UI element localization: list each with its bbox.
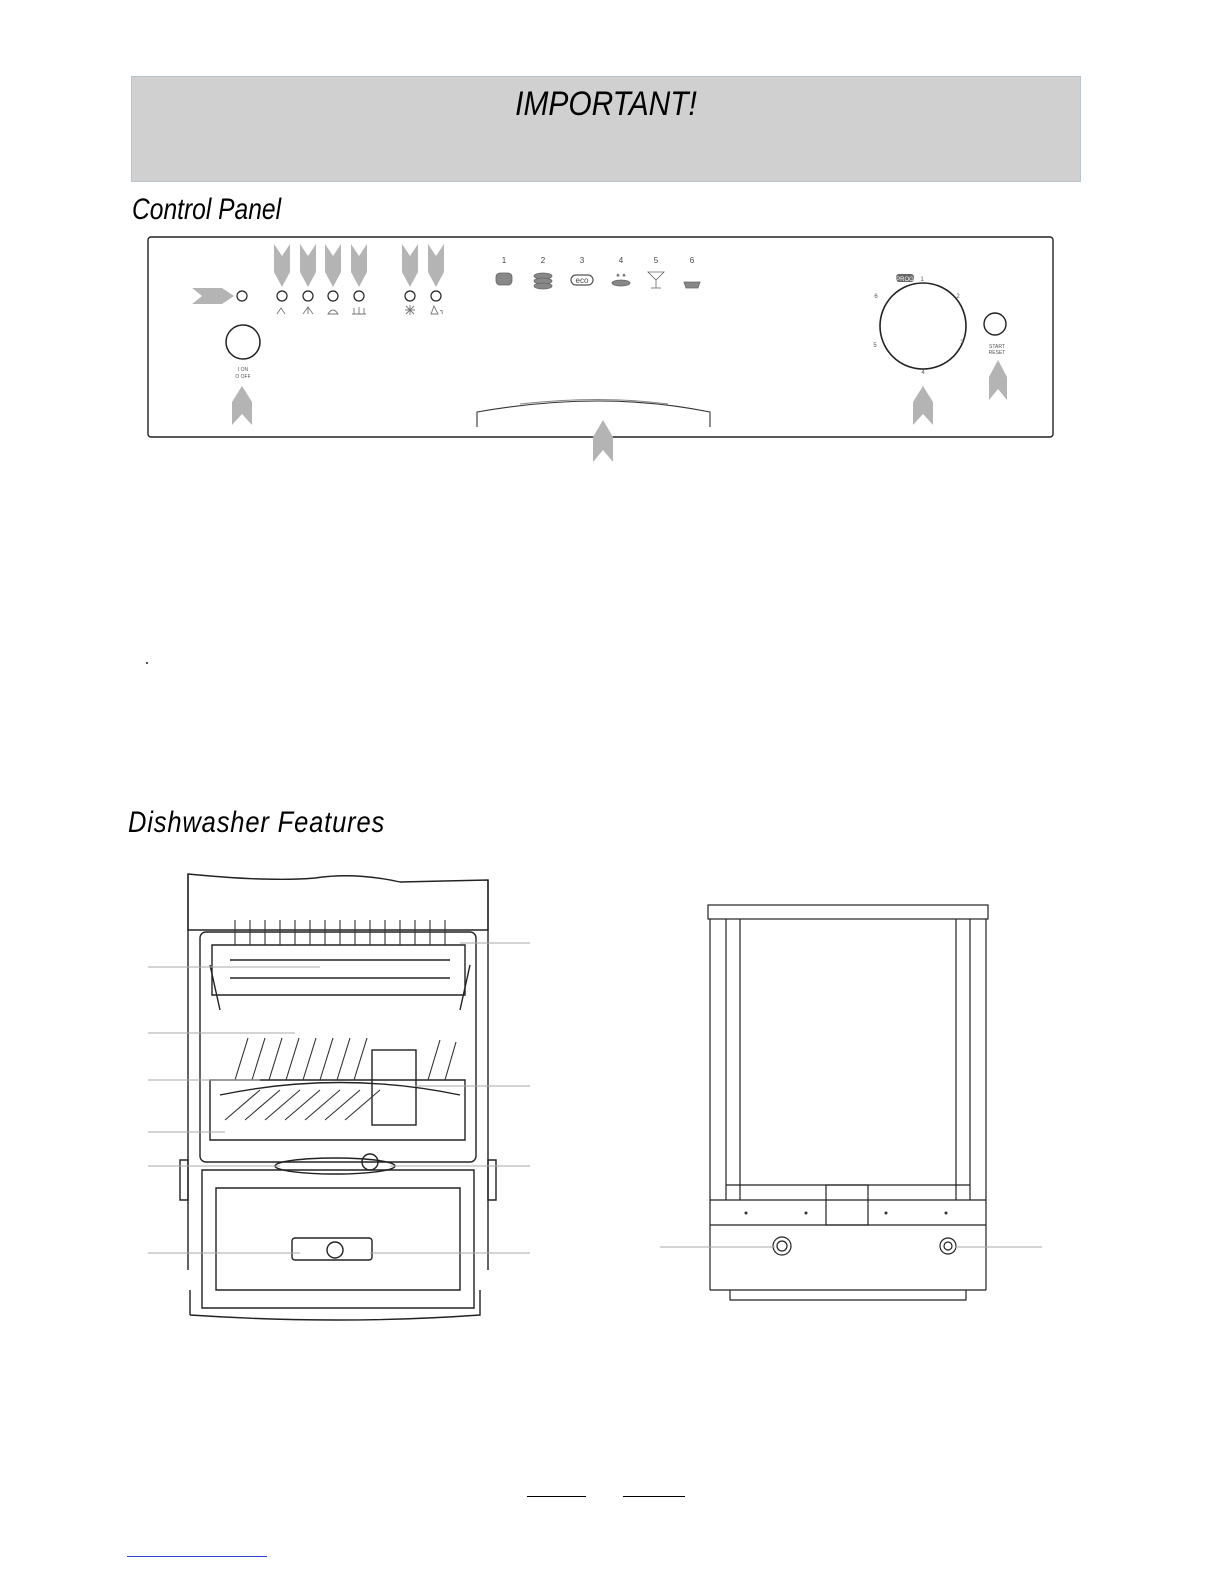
control-panel-diagram: [140, 232, 1070, 468]
dishwasher-rear-illustration: [650, 895, 1050, 1315]
dishwasher-features-heading: Dishwasher Features: [128, 806, 386, 839]
banner-title: IMPORTANT!: [515, 85, 697, 123]
program-number: 1: [501, 256, 507, 265]
svg-text:eco: eco: [575, 276, 589, 285]
start-label: START: [989, 344, 1005, 350]
dial-number: 4: [921, 370, 925, 376]
dial-top-label: PROG: [896, 277, 914, 283]
control-panel-heading: Control Panel: [132, 193, 282, 226]
dishwasher-front-illustration: [140, 870, 540, 1330]
eco-icon: [571, 275, 593, 285]
program-number: 5: [653, 256, 659, 265]
power-off-label: O OFF: [235, 374, 251, 380]
power-on-label: I ON: [237, 367, 249, 373]
important-banner: [131, 76, 1081, 182]
dial-number: 5: [873, 343, 877, 349]
program-pictogram-icons: [496, 272, 700, 289]
indicator-symbol-icons: [277, 305, 442, 315]
right-arrow-icon: [192, 288, 234, 304]
dial-number: 6: [874, 294, 878, 300]
reset-label: RESET: [988, 350, 1006, 356]
page-mark: [146, 662, 148, 664]
dial-number: 1: [920, 277, 924, 283]
program-number: 6: [689, 256, 695, 265]
program-number: 4: [618, 256, 624, 265]
dial-number: 3: [960, 340, 964, 346]
indicator-leds: [237, 291, 441, 301]
up-arrow-icon: [232, 360, 1007, 462]
program-dial[interactable]: [880, 283, 966, 369]
start-reset-button[interactable]: [984, 313, 1006, 335]
down-arrow-icon: [274, 244, 444, 287]
footer-link-underline[interactable]: [127, 1556, 267, 1557]
footer-rule-right: [623, 1496, 685, 1497]
door-handle: [477, 401, 710, 427]
footer-rule-left: [527, 1496, 586, 1497]
dial-number: 2: [956, 294, 960, 300]
program-number: 3: [579, 256, 585, 265]
program-number: 2: [540, 256, 546, 265]
power-button[interactable]: [226, 325, 260, 359]
